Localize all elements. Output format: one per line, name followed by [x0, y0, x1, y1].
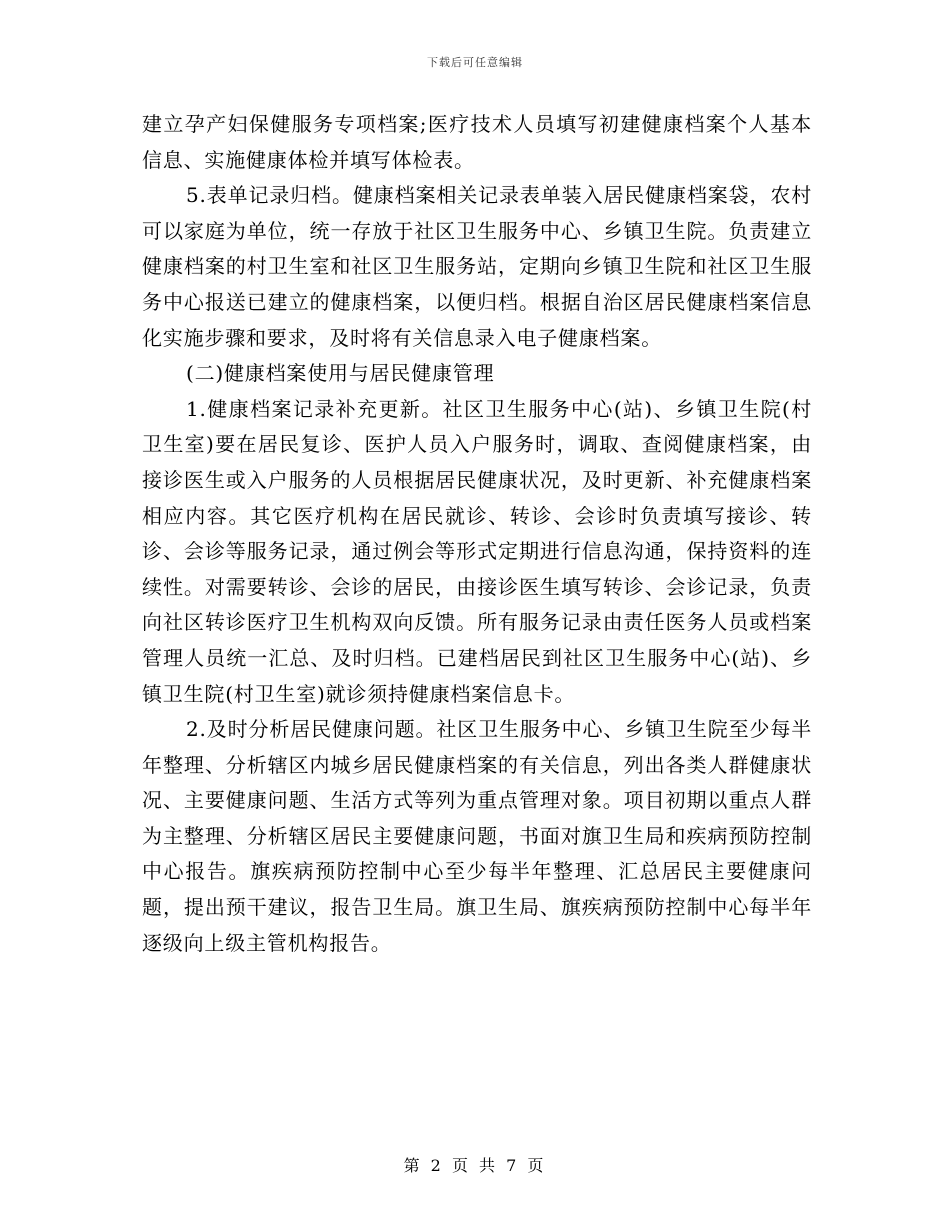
paragraph-health-analysis: 2.及时分析居民健康问题。社区卫生服务中心、乡镇卫生院至少每半年整理、分析辖区内城乡居民健康档案的有关信息，列出各类人群健康状况、主要健康问题、生活方式等列为重点管理对象。项目初期以重点人群为主整理、分析辖区居民主要健康问题，书面对旗卫生局和疾病预防控制中心报告。旗疾病预防控制中心至少每半年整理、汇总居民主要健康问题，提出预干建议，报告卫生局。旗卫生局、旗疾病预防控制中心每半年逐级向上级主管机构报告。 [142, 717, 812, 955]
paragraph-continuation: 建立孕产妇保健服务专项档案;医疗技术人员填写初建健康档案个人基本信息、实施健康体检并填写体检表。 [142, 112, 812, 172]
paragraph-form-archiving: 5.表单记录归档。健康档案相关记录表单装入居民健康档案袋，农村可以家庭为单位，统一存放于社区卫生服务中心、乡镇卫生院。负责建立健康档案的村卫生室和社区卫生服务站，定期向乡镇卫生院和社区卫生服务中心报送已建立的健康档案，以便归档。根据自治区居民健康档案信息化实施步骤和要求，及时将有关信息录入电子健康档案。 [142, 183, 812, 350]
paragraph-record-update: 1.健康档案记录补充更新。社区卫生服务中心(站)、乡镇卫生院(村卫生室)要在居民复诊、医护人员入户服务时，调取、查阅健康档案，由接诊医生或入户服务的人员根据居民健康状况，及时更新、补充健康档案相应内容。其它医疗机构在居民就诊、转诊、会诊时负责填写接诊、转诊、会诊等服务记录，通过例会等形式定期进行信息沟通，保持资料的连续性。对需要转诊、会诊的居民，由接诊医生填写转诊、会诊记录，负责向社区转诊医疗卫生机构双向反馈。所有服务记录由责任医务人员或档案管理人员统一汇总、及时归档。已建档居民到社区卫生服务中心(站)、乡镇卫生院(村卫生室)就诊须持健康档案信息卡。 [142, 396, 812, 706]
header-note: 下载后可任意编辑 [427, 56, 523, 69]
page-number: 第 2 页 共 7 页 [403, 1156, 547, 1175]
section-heading: (二)健康档案使用与居民健康管理 [186, 361, 495, 386]
document-body [142, 107, 812, 961]
